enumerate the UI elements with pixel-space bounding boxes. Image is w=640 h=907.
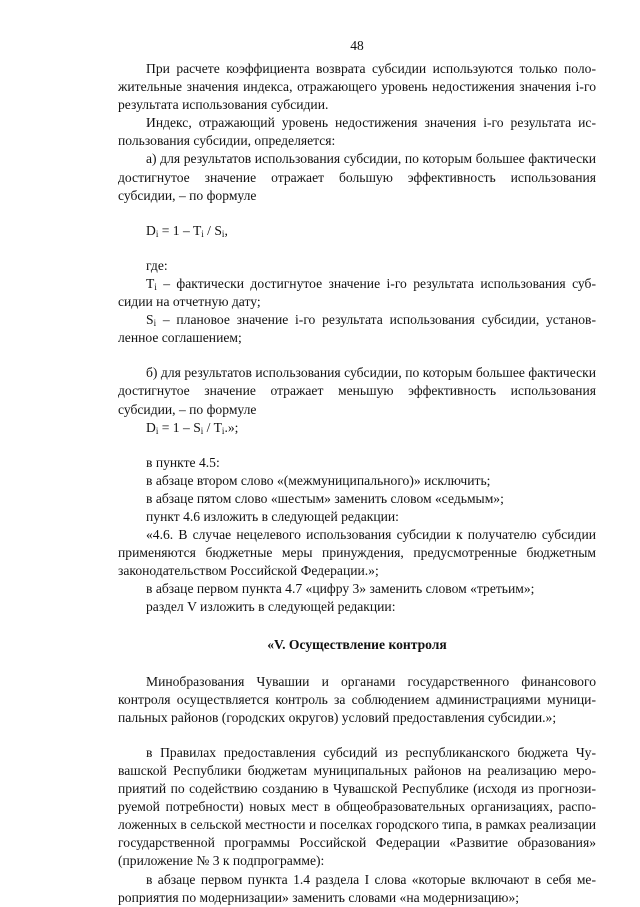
paragraph-item-4-6-text: «4.6. В случае нецелевого использования субсидии к получателю субсидии применяются бюджетные меры принуждения, предусмотренные бюджетным законодательством Российской Федерации.»;: [118, 527, 596, 579]
paragraph-item-4-6: пункт 4.6 изложить в следующей редакции:: [146, 508, 399, 524]
formula-1: $D_i = 1 - T_i / S_i$,: [146, 222, 228, 239]
paragraph-case-b: б) для результатов использования субсидии, по которым большее фактически достигнутое значение отражает меньшую эффективность использования субсидии, – по формуле: [118, 365, 596, 417]
paragraph-second-abzac: в абзаце втором слово «(межмуниципального)» исключить;: [146, 472, 491, 488]
page-number: 48: [350, 38, 364, 53]
paragraph-ti-definition: $T_i$ – фактически достигнутое значение i-го результата использования субсидии на отчетную дату;: [118, 275, 596, 310]
paragraph-index-definition: Индекс, отражающий уровень недостижения значения i-го результата использования субсидии, определяется:: [118, 115, 596, 149]
paragraph-item-4-5: в пункте 4.5:: [146, 454, 220, 470]
document-body: [118, 60, 596, 907]
paragraph-item-4-7: в абзаце первом пункта 4.7 «цифру 3» заменить словом «третьим»;: [146, 581, 535, 597]
paragraph-si-definition: $S_i$ – плановое значение i-го результата использования субсидии, установленное соглашением;: [118, 312, 596, 346]
paragraph-fifth-abzac: в абзаце пятом слово «шестым» заменить словом «седьмым»;: [146, 490, 504, 506]
section-heading: «V. Осуществление контроля: [267, 636, 447, 652]
formula-2: $D_i = 1 - S_i / T_i$.»;: [146, 419, 239, 436]
paragraph-control: Минобразования Чувашии и органами государственного финансового контроля осуществляется контроль за соблюдением администрациями муниципальных районов (городских округов) условий предоставления субсидии.»;: [118, 673, 596, 725]
paragraph-case-a: а) для результатов использования субсидии, по которым большее фактически достигнутое значение отражает большую эффективность использования субсидии, – по формуле: [118, 151, 596, 203]
paragraph-section-v: раздел V изложить в следующей редакции:: [146, 599, 396, 615]
paragraph-where: где:: [146, 257, 168, 273]
paragraph-subsidy-ratio: При расчете коэффициента возврата субсидии используются только положительные значения индекса, отражающего уровень недостижения значения i-го результата использования субсидии.: [118, 61, 596, 113]
paragraph-item-1-4: в абзаце первом пункта 1.4 раздела I слова «которые включают в себя мероприятия по модернизации» заменить словами «на модернизацию»;: [118, 871, 596, 905]
paragraph-rules: в Правилах предоставления субсидий из республиканского бюджета Чувашской Республики бюджетам муниципальных районов на реализацию мероприятий по содействию созданию в Чувашской Республике (исходя из прогнозируемой потребности) новых мест в общеобразовательных организациях, расположенных в сельской местности и поселках городского типа, в рамках реализации государственной программы Российской Федерации «Развитие образования» (приложение № 3 к подпрограмме):: [118, 744, 596, 869]
